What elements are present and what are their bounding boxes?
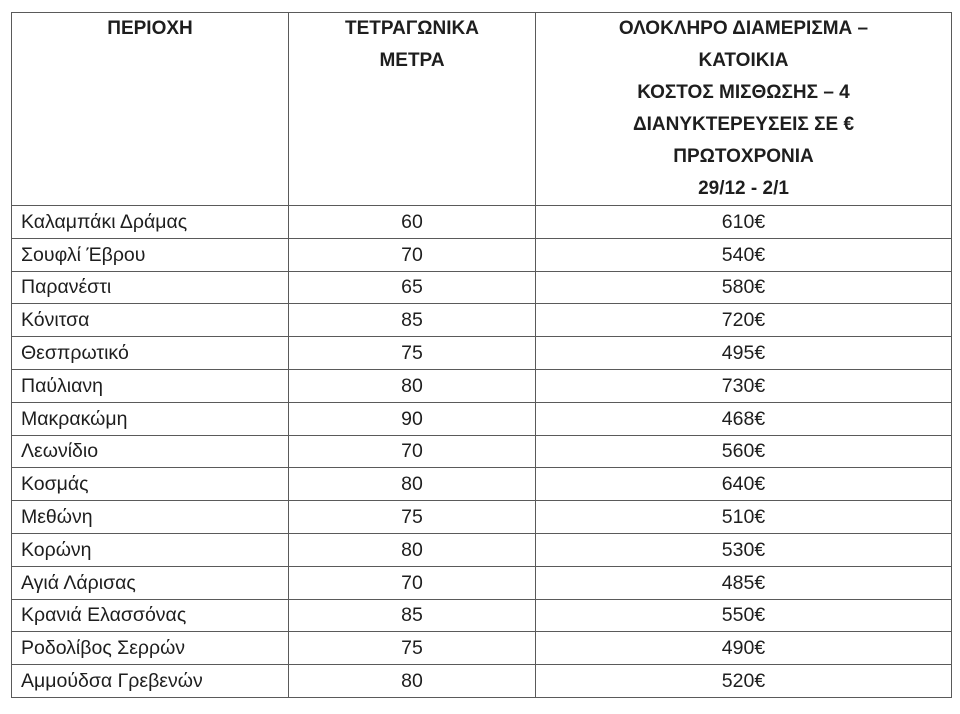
cell-region: Παύλιανη [12,369,289,402]
cell-sqm: 75 [289,337,536,370]
cell-sqm: 80 [289,665,536,698]
cell-sqm: 70 [289,435,536,468]
cell-sqm: 60 [289,206,536,239]
table-row [12,599,952,632]
header-cost-line-1: ΟΛΟΚΛΗΡΟ ΔΙΑΜΕΡΙΣΜΑ – [618,18,869,39]
table-row [12,501,952,534]
cell-region: Μεθώνη [12,501,289,534]
cell-cost: 468€ [536,402,952,435]
table-row [12,238,952,271]
cell-sqm: 80 [289,533,536,566]
cell-region: Λεωνίδιο [12,435,289,468]
cell-sqm: 65 [289,271,536,304]
cell-cost: 560€ [536,435,952,468]
cell-cost: 540€ [536,238,952,271]
cell-sqm: 70 [289,238,536,271]
header-cost-line-6: 29/12 - 2/1 [698,178,789,199]
cell-region: Κόνιτσα [12,304,289,337]
cell-region: Παρανέστι [12,271,289,304]
table-row [12,271,952,304]
table-row [12,435,952,468]
header-square-meters [289,13,536,206]
cell-region: Ροδολίβος Σερρών [12,632,289,665]
cell-region: Μακρακώμη [12,402,289,435]
cell-cost: 640€ [536,468,952,501]
header-sqm-line-2: ΜΕΤΡΑ [379,50,445,71]
header-sqm-line-1: ΤΕΤΡΑΓΩΝΙΚΑ [345,18,479,39]
header-rental-cost [536,13,952,206]
cell-sqm: 80 [289,369,536,402]
header-cost-line-2: ΚΑΤΟΙΚΙΑ [698,50,789,71]
table-row [12,468,952,501]
table-header-row [12,13,952,206]
table-row [12,402,952,435]
table-row [12,369,952,402]
cell-sqm: 75 [289,501,536,534]
cell-cost: 510€ [536,501,952,534]
cell-region: Θεσπρωτικό [12,337,289,370]
table-row [12,566,952,599]
cell-region: Καλαμπάκι Δράμας [12,206,289,239]
header-cost-line-5: ΠΡΩΤΟΧΡΟΝΙΑ [673,146,814,167]
cell-cost: 730€ [536,369,952,402]
cell-cost: 495€ [536,337,952,370]
cell-sqm: 85 [289,304,536,337]
cell-sqm: 70 [289,566,536,599]
cell-sqm: 90 [289,402,536,435]
cell-region: Κοσμάς [12,468,289,501]
cell-region: Αμμούδσα Γρεβενών [12,665,289,698]
header-region [12,13,289,206]
header-cost-line-4: ΔΙΑΝΥΚΤΕΡΕΥΣΕΙΣ ΣΕ € [632,114,855,135]
header-region-label: ΠΕΡΙΟΧΗ [107,18,193,39]
cell-sqm: 75 [289,632,536,665]
cell-region: Σουφλί Έβρου [12,238,289,271]
cell-cost: 520€ [536,665,952,698]
table-row [12,533,952,566]
table-row [12,304,952,337]
cell-cost: 490€ [536,632,952,665]
cell-region: Αγιά Λάρισας [12,566,289,599]
cell-cost: 530€ [536,533,952,566]
cell-region: Κρανιά Ελασσόνας [12,599,289,632]
cell-cost: 485€ [536,566,952,599]
header-cost-line-3: ΚΟΣΤΟΣ ΜΙΣΘΩΣΗΣ – 4 [637,82,850,103]
table-row [12,337,952,370]
cell-cost: 550€ [536,599,952,632]
table-row [12,206,952,239]
cell-region: Κορώνη [12,533,289,566]
cell-cost: 720€ [536,304,952,337]
cell-cost: 580€ [536,271,952,304]
table-row [12,665,952,698]
cell-sqm: 80 [289,468,536,501]
cell-sqm: 85 [289,599,536,632]
table-row [12,632,952,665]
rental-cost-table [11,12,952,698]
cell-cost: 610€ [536,206,952,239]
